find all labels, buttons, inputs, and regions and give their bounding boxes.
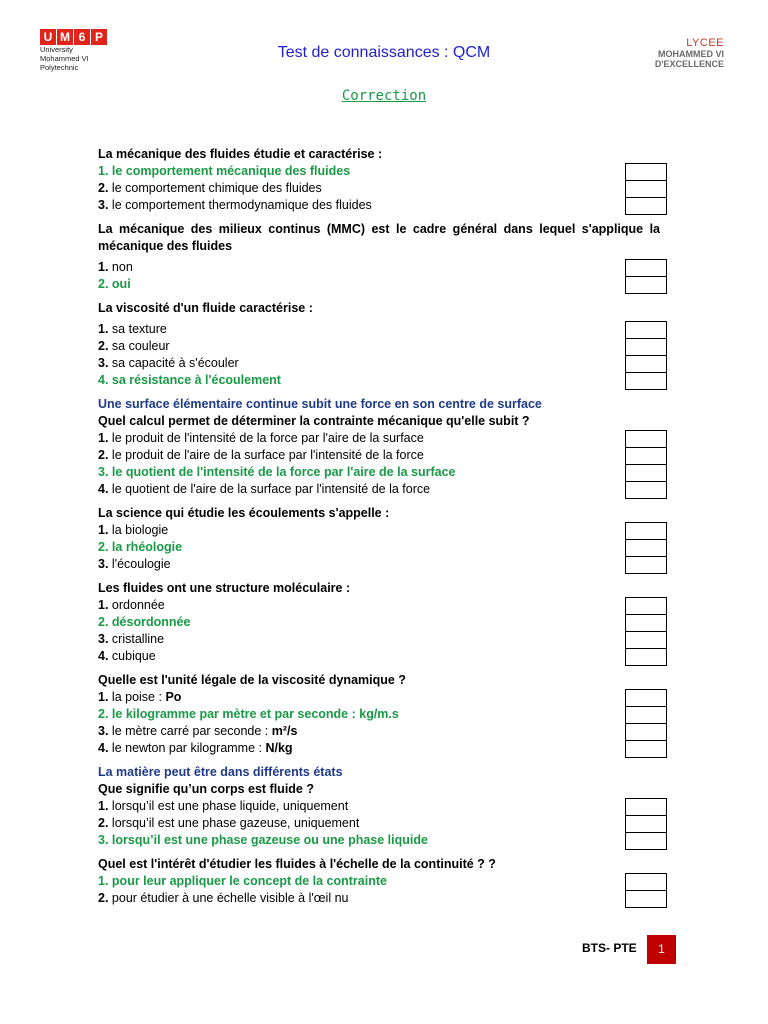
option-number: 4. <box>98 649 109 663</box>
option-list <box>98 689 660 757</box>
question-text: Quel est l'intérêt d'étudier les fluides à l'échelle de la continuité ? ? <box>98 857 496 871</box>
option <box>98 890 660 907</box>
question-text: Que signifie qu’un corps est fluide ? <box>98 782 314 796</box>
option-text: sa couleur <box>111 339 170 353</box>
um6p-logo-line: Polytechnic <box>40 63 79 72</box>
option-text: cristalline <box>111 632 165 646</box>
option-text: lorsqu’il est une phase liquide, uniquement <box>111 799 349 813</box>
answer-checkbox-column <box>625 873 667 908</box>
option-number: 4. <box>98 741 109 755</box>
option-correct <box>98 832 660 849</box>
option-list <box>98 798 660 849</box>
option-text: l'écoulogie <box>111 557 171 571</box>
option-unit: Po <box>165 690 182 704</box>
option-correct <box>98 614 660 631</box>
answer-checkbox-column <box>625 430 667 499</box>
option-text: le comportement chimique des fluides <box>111 181 322 195</box>
question-block <box>98 396 660 498</box>
question-text: Quelle est l'unité légale de la viscosité dynamique ? <box>98 673 406 687</box>
um6p-logo-line: University <box>40 45 73 54</box>
option-list <box>98 430 660 498</box>
question-text: La mécanique des milieux continus (MMC) est le cadre général dans lequel s'applique la mécanique des fluides <box>98 222 660 253</box>
document-title: Test de connaissances : QCM <box>277 44 491 61</box>
option-number: 2. <box>98 816 109 830</box>
um6p-letter: P <box>91 29 107 45</box>
option-text: le comportement mécanique des fluides <box>111 164 351 178</box>
option-text: ordonnée <box>111 598 165 612</box>
option-text: sa résistance à l'écoulement <box>111 373 281 387</box>
option <box>98 430 660 447</box>
option-correct <box>98 464 660 481</box>
page-number: 1 <box>647 935 676 964</box>
answer-checkbox[interactable] <box>626 707 666 724</box>
answer-checkbox[interactable] <box>626 724 666 741</box>
option <box>98 723 660 740</box>
option <box>98 447 660 464</box>
um6p-letter: U <box>40 29 56 45</box>
option-text: le quotient de l'aire de la surface par l'intensité de la force <box>111 482 431 496</box>
option-correct <box>98 163 660 180</box>
answer-checkbox[interactable] <box>626 632 666 649</box>
answer-checkbox-column <box>625 321 667 390</box>
option-correct <box>98 276 660 293</box>
option-number: 3. <box>98 557 109 571</box>
question-block <box>98 146 660 214</box>
lycee-logo <box>655 38 724 69</box>
answer-checkbox[interactable] <box>626 891 666 908</box>
question-text: La mécanique des fluides étudie et caractérise : <box>98 147 383 161</box>
option-text: sa texture <box>111 322 167 336</box>
answer-checkbox[interactable] <box>626 615 666 632</box>
option <box>98 631 660 648</box>
answer-checkbox[interactable] <box>626 649 666 666</box>
answer-checkbox[interactable] <box>626 799 666 816</box>
option <box>98 355 660 372</box>
question-text: La science qui étudie les écoulements s'appelle : <box>98 506 390 520</box>
option-text: cubique <box>111 649 156 663</box>
question-block <box>98 221 660 293</box>
answer-checkbox[interactable] <box>626 690 666 707</box>
option-text: la poise : <box>111 690 166 704</box>
option <box>98 815 660 832</box>
option-number: 2. <box>98 891 109 905</box>
answer-checkbox[interactable] <box>626 874 666 891</box>
question-block <box>98 580 660 665</box>
option-number: 2. <box>98 181 109 195</box>
option-number: 4. <box>98 373 109 387</box>
option-text: le produit de l'intensité de la force par l'aire de la surface <box>111 431 424 445</box>
answer-checkbox-column <box>625 689 667 758</box>
question-text: La viscosité d'un fluide caractérise : <box>98 301 313 315</box>
answer-checkbox[interactable] <box>626 181 666 198</box>
footer-label: BTS- PTE <box>582 941 637 955</box>
option-number: 2. <box>98 707 109 721</box>
option <box>98 259 660 276</box>
option-number: 1. <box>98 431 109 445</box>
option-number: 3. <box>98 356 109 370</box>
answer-checkbox[interactable] <box>626 356 666 373</box>
option <box>98 689 660 706</box>
option-text: lorsqu’il est une phase gazeuse, uniquement <box>111 816 360 830</box>
option-list <box>98 522 660 573</box>
option-number: 2. <box>98 339 109 353</box>
option-number: 1. <box>98 874 109 888</box>
option-number: 2. <box>98 448 109 462</box>
option <box>98 597 660 614</box>
answer-checkbox[interactable] <box>626 373 666 390</box>
option <box>98 556 660 573</box>
option-number: 4. <box>98 482 109 496</box>
question-block <box>98 764 660 849</box>
option-text: lorsqu’il est une phase gazeuse ou une phase liquide <box>111 833 428 847</box>
option-list <box>98 597 660 665</box>
answer-checkbox-column <box>625 259 667 294</box>
um6p-logo-letters <box>40 29 120 45</box>
option-number: 3. <box>98 465 109 479</box>
answer-checkbox[interactable] <box>626 448 666 465</box>
um6p-letter: 6 <box>74 29 90 45</box>
option-number: 2. <box>98 540 109 554</box>
option-unit: m²/s <box>271 724 298 738</box>
option <box>98 648 660 665</box>
option-text: pour étudier à une échelle visible à l'œil nu <box>111 891 349 905</box>
option <box>98 338 660 355</box>
option-text: désordonnée <box>111 615 191 629</box>
option <box>98 481 660 498</box>
answer-checkbox-column <box>625 597 667 666</box>
option-list <box>98 163 660 214</box>
option-correct <box>98 706 660 723</box>
answer-checkbox[interactable] <box>626 322 666 339</box>
option-text: la rhéologie <box>111 540 183 554</box>
option-text: le mètre carré par seconde : <box>111 724 272 738</box>
lycee-logo-line: LYCEE <box>686 37 724 49</box>
option-text: le kilogramme par mètre et par seconde : kg/m.s <box>111 707 399 721</box>
um6p-logo-line: Mohammed VI <box>40 54 89 63</box>
answer-checkbox-column <box>625 163 667 215</box>
answer-checkbox[interactable] <box>626 277 666 294</box>
option-list <box>98 873 660 907</box>
option-number: 1. <box>98 260 109 274</box>
option-text: la biologie <box>111 523 169 537</box>
option-text: le produit de l'aire de la surface par l'intensité de la force <box>111 448 424 462</box>
um6p-letter: M <box>57 29 73 45</box>
option <box>98 522 660 539</box>
answer-checkbox[interactable] <box>626 465 666 482</box>
document-subtitle: Correction <box>341 88 427 104</box>
option-number: 1. <box>98 690 109 704</box>
option-number: 1. <box>98 799 109 813</box>
option-text: sa capacité à s'écouler <box>111 356 239 370</box>
answer-checkbox[interactable] <box>626 741 666 758</box>
option-correct <box>98 539 660 556</box>
question-intro: Une surface élémentaire continue subit une force en son centre de surface <box>98 397 542 411</box>
option-number: 3. <box>98 724 109 738</box>
lycee-logo-line: MOHAMMED VI <box>658 49 724 59</box>
question-text: Les fluides ont une structure moléculaire : <box>98 581 351 595</box>
option-number: 1. <box>98 523 109 537</box>
option-correct <box>98 372 660 389</box>
answer-checkbox-column <box>625 522 667 574</box>
option-text: oui <box>111 277 131 291</box>
option-list <box>98 321 660 389</box>
option <box>98 321 660 338</box>
option-number: 2. <box>98 615 109 629</box>
option-unit: N/kg <box>265 741 293 755</box>
option <box>98 197 660 214</box>
answer-checkbox[interactable] <box>626 557 666 574</box>
answer-checkbox[interactable] <box>626 833 666 850</box>
option-text: le comportement thermodynamique des fluides <box>111 198 372 212</box>
answer-checkbox[interactable] <box>626 523 666 540</box>
option-list <box>98 259 660 293</box>
answer-checkbox[interactable] <box>626 339 666 356</box>
question-block <box>98 856 660 907</box>
question-intro: La matière peut être dans différents états <box>98 765 343 779</box>
option-number: 1. <box>98 322 109 336</box>
question-block <box>98 505 660 573</box>
option-number: 3. <box>98 632 109 646</box>
answer-checkbox[interactable] <box>626 540 666 557</box>
answer-checkbox[interactable] <box>626 260 666 277</box>
question-block <box>98 672 660 757</box>
option-number: 1. <box>98 164 109 178</box>
question-block <box>98 300 660 389</box>
answer-checkbox[interactable] <box>626 431 666 448</box>
option-text: le newton par kilogramme : <box>111 741 266 755</box>
question-text: Quel calcul permet de déterminer la contrainte mécanique qu'elle subit ? <box>98 414 530 428</box>
answer-checkbox[interactable] <box>626 198 666 215</box>
option <box>98 740 660 757</box>
option-text: non <box>111 260 133 274</box>
option-number: 3. <box>98 833 109 847</box>
answer-checkbox-column <box>625 798 667 850</box>
option-number: 1. <box>98 598 109 612</box>
answer-checkbox[interactable] <box>626 816 666 833</box>
option-number: 2. <box>98 277 109 291</box>
option-number: 3. <box>98 198 109 212</box>
question-list <box>98 146 660 914</box>
option-text: pour leur appliquer le concept de la contrainte <box>111 874 387 888</box>
option-text: le quotient de l'intensité de la force par l'aire de la surface <box>111 465 456 479</box>
lycee-logo-line: D'EXCELLENCE <box>654 59 724 69</box>
option <box>98 180 660 197</box>
option-correct <box>98 873 660 890</box>
answer-checkbox[interactable] <box>626 164 666 181</box>
answer-checkbox[interactable] <box>626 482 666 499</box>
option <box>98 798 660 815</box>
answer-checkbox[interactable] <box>626 598 666 615</box>
